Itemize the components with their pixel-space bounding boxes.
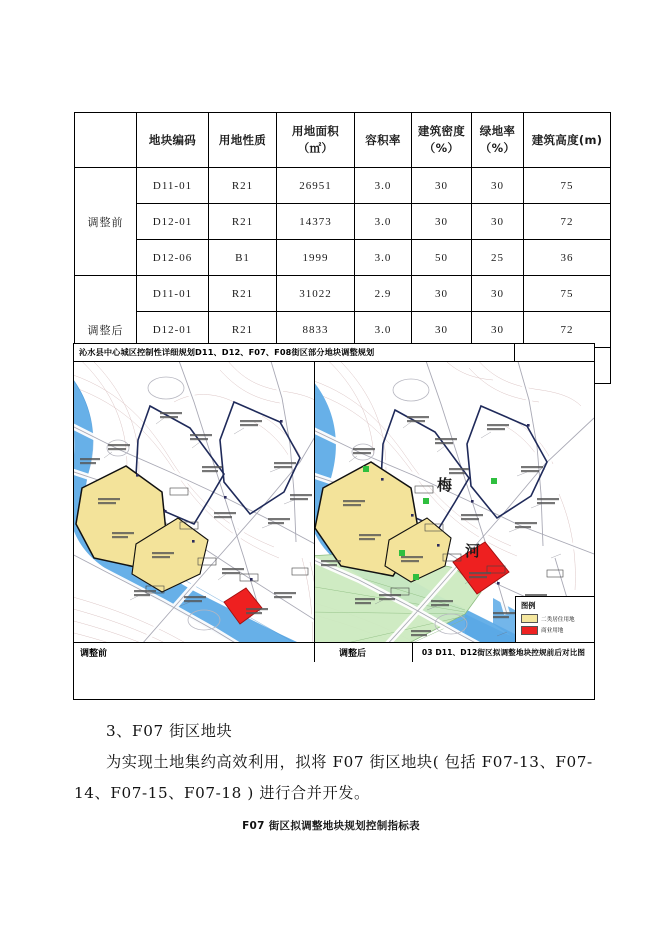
cell-building-height: 36 [524,240,611,276]
cell-far: 2.9 [355,276,412,312]
cell-land-area: 14373 [277,204,355,240]
river-label-mei: 梅 [437,476,453,494]
cell-green-ratio: 30 [472,168,524,204]
col-header-building-density: 建筑密度 （%） [412,113,472,168]
cell-building-height: 75 [524,168,611,204]
cell-land-area: 26951 [277,168,355,204]
map-before-svg [74,362,315,662]
river-label-he: 河 [465,542,481,560]
legend-title: 图例 [521,601,536,610]
cell-building-density: 30 [412,168,472,204]
cell-green-ratio: 30 [472,312,524,348]
cell-land-use: R21 [209,312,277,348]
table-caption: F07 街区拟调整地块规划控制指标表 [242,820,420,832]
legend-swatch-commercial [521,626,538,635]
map-after-adjustment[interactable] [315,362,594,662]
cell-land-use: R21 [209,204,277,240]
map-before-adjustment[interactable] [74,362,315,662]
col-header-land-area: 用地面积 （㎡） [277,113,355,168]
cell-building-height: 72 [524,312,611,348]
figure-title: 沁水县中心城区控制性详细规划D11、D12、F07、F08街区部分地块调整规划 [79,347,375,357]
cell-land-area: 31022 [277,276,355,312]
col-header-far: 容积率 [355,113,412,168]
cell-parcel-code: D12-01 [137,312,209,348]
col-header-building-height: 建筑高度(m) [524,113,611,168]
cell-green-ratio: 30 [472,204,524,240]
legend-label-commercial: 商业用地 [541,628,564,634]
figure-title-bar [74,344,594,362]
cell-far: 3.0 [355,168,412,204]
figure-body [74,362,594,662]
map-label-after: 调整后 [339,649,367,659]
legend-swatch-residential [521,614,538,623]
cell-building-density: 30 [412,312,472,348]
cell-land-use: R21 [209,276,277,312]
cell-far: 3.0 [355,312,412,348]
cell-parcel-code: D12-01 [137,204,209,240]
cell-land-use: B1 [209,240,277,276]
group-label-after: 调整后 [75,276,137,384]
map-label-before: 调整前 [74,643,315,662]
cell-land-use: R21 [209,168,277,204]
legend-item-residential [521,614,591,623]
cell-green-ratio: 25 [472,240,524,276]
cell-land-area: 8833 [277,312,355,348]
section-paragraph: 为实现土地集约高效利用，拟将 F07 街区地块( 包括 F07-13、F07-14、F07-15、F07-18 ) 进行合并开发。 [74,753,593,802]
cell-building-density: 30 [412,276,472,312]
cell-building-height: 75 [524,276,611,312]
figure-footer-bar [74,642,594,662]
group-label-before: 调整前 [75,168,137,276]
cell-far: 3.0 [355,240,412,276]
legend-item-commercial [521,626,591,635]
cell-green-ratio: 30 [472,276,524,312]
cell-building-height: 72 [524,204,611,240]
col-header-green-ratio: 绿地率 （%） [472,113,524,168]
cell-parcel-code: D11-01 [137,276,209,312]
cell-building-density: 30 [412,204,472,240]
cell-building-density: 50 [412,240,472,276]
col-header-parcel-code: 地块编码 [137,113,209,168]
cell-parcel-code: D11-01 [137,168,209,204]
map-legend [515,596,594,642]
table-row [75,276,611,312]
table-header-row [75,113,611,168]
planning-map-figure [73,343,595,700]
table-row [75,168,611,204]
figure-title-right-cell [514,344,594,361]
cell-far: 3.0 [355,204,412,240]
cell-parcel-code: D12-06 [137,240,209,276]
col-header-land-use: 用地性质 [209,113,277,168]
figure-sheet-label: 03 D11、D12街区拟调整地块控规前后对比图 [412,643,594,662]
table-row [75,204,611,240]
table-row [75,240,611,276]
legend-label-residential: 二类居住用地 [541,616,575,623]
section-heading: 3、F07 街区地块 [106,722,233,740]
col-header-group [75,113,137,168]
cell-land-area: 1999 [277,240,355,276]
document-body-text [74,716,594,809]
